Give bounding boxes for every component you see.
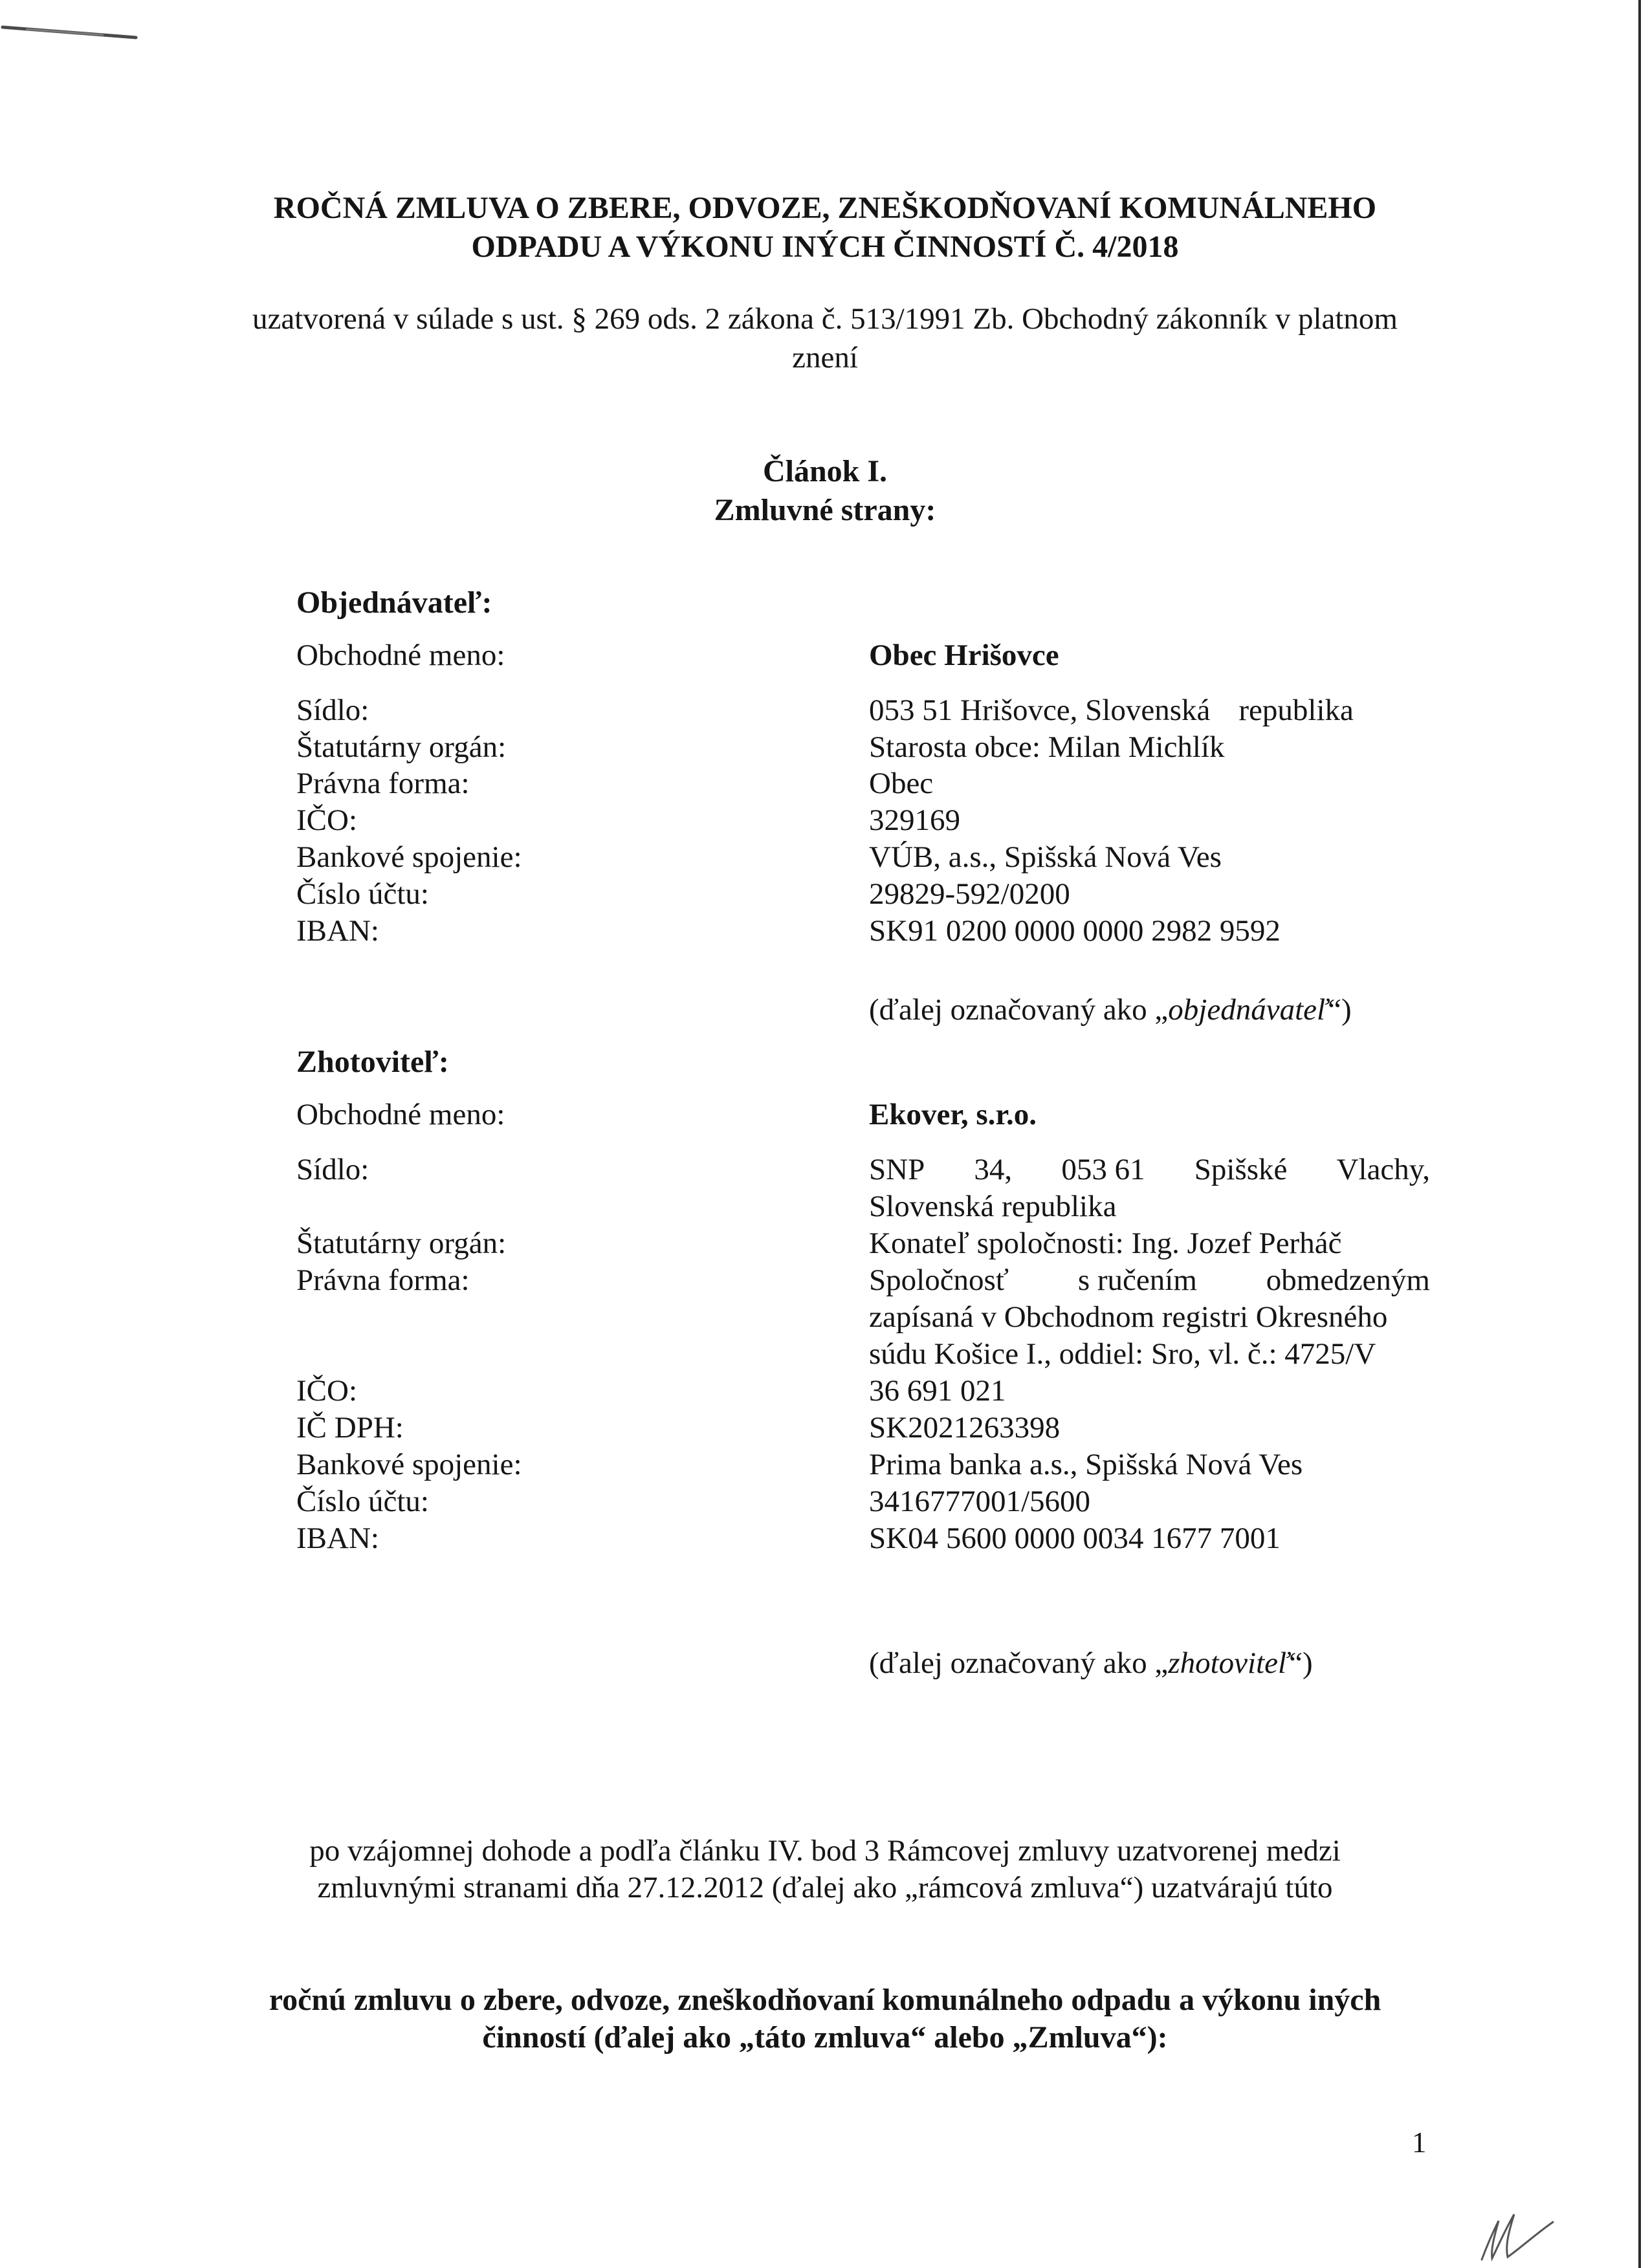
objednavatel-label-iban: IBAN: — [296, 914, 379, 948]
zhotovitel-legal-form-word-3: obmedzeným — [1266, 1263, 1430, 1297]
objednavatel-label-bank: Bankové spojenie: — [296, 840, 522, 874]
zhotovitel-value-seat-line-2: Slovenská republika — [869, 1190, 1117, 1223]
document-title-line-1: ROČNÁ ZMLUVA O ZBERE, ODVOZE, ZNEŠKODŇOVANÍ KOMUNÁLNEHO — [273, 191, 1377, 225]
zhotovitel-designation — [869, 1648, 1313, 1679]
objednavatel-designation-term: objednávateľ — [1168, 993, 1328, 1027]
closing-title-line-2: činností (ďalej ako „táto zmluva“ alebo „Zmluva“): — [482, 2020, 1168, 2055]
zhotovitel-seat-word-2: 34, — [974, 1153, 1013, 1186]
objednavatel-designation-prefix: (ďalej označovaný ako „ — [869, 993, 1169, 1027]
zhotovitel-label-account: Číslo účtu: — [296, 1485, 429, 1518]
zhotovitel-value-statutory: Konateľ spoločnosti: Ing. Jozef Perháč — [869, 1227, 1342, 1260]
zhotovitel-label-statutory: Štatutárny orgán: — [296, 1227, 507, 1260]
zhotovitel-heading: Zhotoviteľ: — [296, 1045, 449, 1079]
zhotovitel-value-seat-line-1 — [869, 1155, 1430, 1185]
objednavatel-heading: Objednávateľ: — [296, 585, 492, 620]
objednavatel-label-seat: Sídlo: — [296, 693, 369, 727]
zhotovitel-value-account: 3416777001/5600 — [869, 1485, 1091, 1518]
zhotovitel-designation-term: zhotoviteľ — [1168, 1646, 1290, 1680]
handwritten-initials — [1469, 2203, 1559, 2264]
objednavatel-label-account: Číslo účtu: — [296, 877, 429, 911]
objednavatel-value-ico: 329169 — [869, 803, 960, 837]
scan-edge-right — [1638, 0, 1641, 2268]
objednavatel-value-statutory: Starosta obce: Milan Michlík — [869, 730, 1225, 764]
zhotovitel-seat-word-3: 053 61 — [1061, 1153, 1145, 1186]
objednavatel-value-bank: VÚB, a.s., Spišská Nová Ves — [869, 840, 1222, 874]
zhotovitel-designation-prefix: (ďalej označovaný ako „ — [869, 1646, 1169, 1680]
objednavatel-value-name: Obec Hrišovce — [869, 638, 1059, 672]
zhotovitel-value-bank: Prima banka a.s., Spišská Nová Ves — [869, 1448, 1303, 1481]
objednavatel-label-statutory: Štatutárny orgán: — [296, 730, 507, 764]
agreement-line-2: zmluvnými stranami dňa 27.12.2012 (ďalej ako „rámcová zmluva“) uzatvárajú túto — [317, 1871, 1333, 1904]
zhotovitel-legal-form-word-2: s ručením — [1077, 1263, 1197, 1297]
objednavatel-value-iban: SK91 0200 0000 0000 2982 9592 — [869, 914, 1281, 948]
page-number: 1 — [1412, 2126, 1427, 2159]
article-title: Zmluvné strany: — [714, 493, 936, 527]
agreement-line-1: po vzájomnej dohode a podľa článku IV. bod 3 Rámcovej zmluvy uzatvorenej medzi — [309, 1834, 1341, 1868]
objednavatel-seat-part-2: republika — [1238, 693, 1354, 727]
objednavatel-label-legal-form: Právna forma: — [296, 767, 470, 800]
objednavatel-label-name: Obchodné meno: — [296, 638, 505, 672]
closing-title-line-1: ročnú zmluvu o zbere, odvoze, zneškodňovaní komunálneho odpadu a výkonu iných — [269, 1983, 1381, 2017]
objednavatel-designation — [869, 995, 1352, 1025]
objednavatel-seat-part-1: 053 51 Hrišovce, Slovenská — [869, 693, 1211, 727]
document-title-line-2: ODPADU A VÝKONU INÝCH ČINNOSTÍ Č. 4/2018 — [471, 230, 1179, 264]
zhotovitel-value-legal-form-line-1 — [869, 1265, 1430, 1296]
objednavatel-designation-suffix: “) — [1328, 993, 1352, 1027]
zhotovitel-value-legal-form-line-2: zapísaná v Obchodnom registri Okresného — [869, 1300, 1388, 1334]
zhotovitel-value-ico: 36 691 021 — [869, 1374, 1006, 1408]
zhotovitel-label-seat: Sídlo: — [296, 1153, 369, 1186]
article-number: Článok I. — [762, 454, 888, 488]
zhotovitel-label-name: Obchodné meno: — [296, 1098, 505, 1131]
document-subtitle-line-2: znení — [792, 341, 858, 375]
zhotovitel-label-legal-form: Právna forma: — [296, 1263, 470, 1297]
objednavatel-label-ico: IČO: — [296, 803, 357, 837]
zhotovitel-seat-word-4: Spišské — [1194, 1153, 1288, 1186]
objednavatel-value-seat — [869, 695, 1354, 726]
objednavatel-value-legal-form: Obec — [869, 767, 934, 800]
zhotovitel-legal-form-word-1: Spoločnosť — [869, 1263, 1009, 1297]
zhotovitel-label-iban: IBAN: — [296, 1521, 379, 1555]
zhotovitel-label-bank: Bankové spojenie: — [296, 1448, 522, 1481]
document-subtitle-line-1: uzatvorená v súlade s ust. § 269 ods. 2 zákona č. 513/1991 Zb. Obchodný zákonník v platnom — [252, 302, 1398, 336]
zhotovitel-value-name: Ekover, s.r.o. — [869, 1098, 1037, 1131]
zhotovitel-value-iban: SK04 5600 0000 0034 1677 7001 — [869, 1521, 1281, 1555]
scan-mark-top-left — [0, 19, 149, 45]
zhotovitel-value-ic-dph: SK2021263398 — [869, 1411, 1061, 1445]
zhotovitel-value-legal-form-line-3: súdu Košice I., oddiel: Sro, vl. č.: 4725/V — [869, 1337, 1376, 1371]
zhotovitel-seat-word-1: SNP — [869, 1153, 925, 1186]
zhotovitel-seat-word-5: Vlachy, — [1336, 1153, 1430, 1186]
zhotovitel-label-ic-dph: IČ DPH: — [296, 1411, 404, 1445]
zhotovitel-designation-suffix: “) — [1289, 1646, 1313, 1680]
objednavatel-value-account: 29829-592/0200 — [869, 877, 1070, 911]
zhotovitel-label-ico: IČO: — [296, 1374, 357, 1408]
